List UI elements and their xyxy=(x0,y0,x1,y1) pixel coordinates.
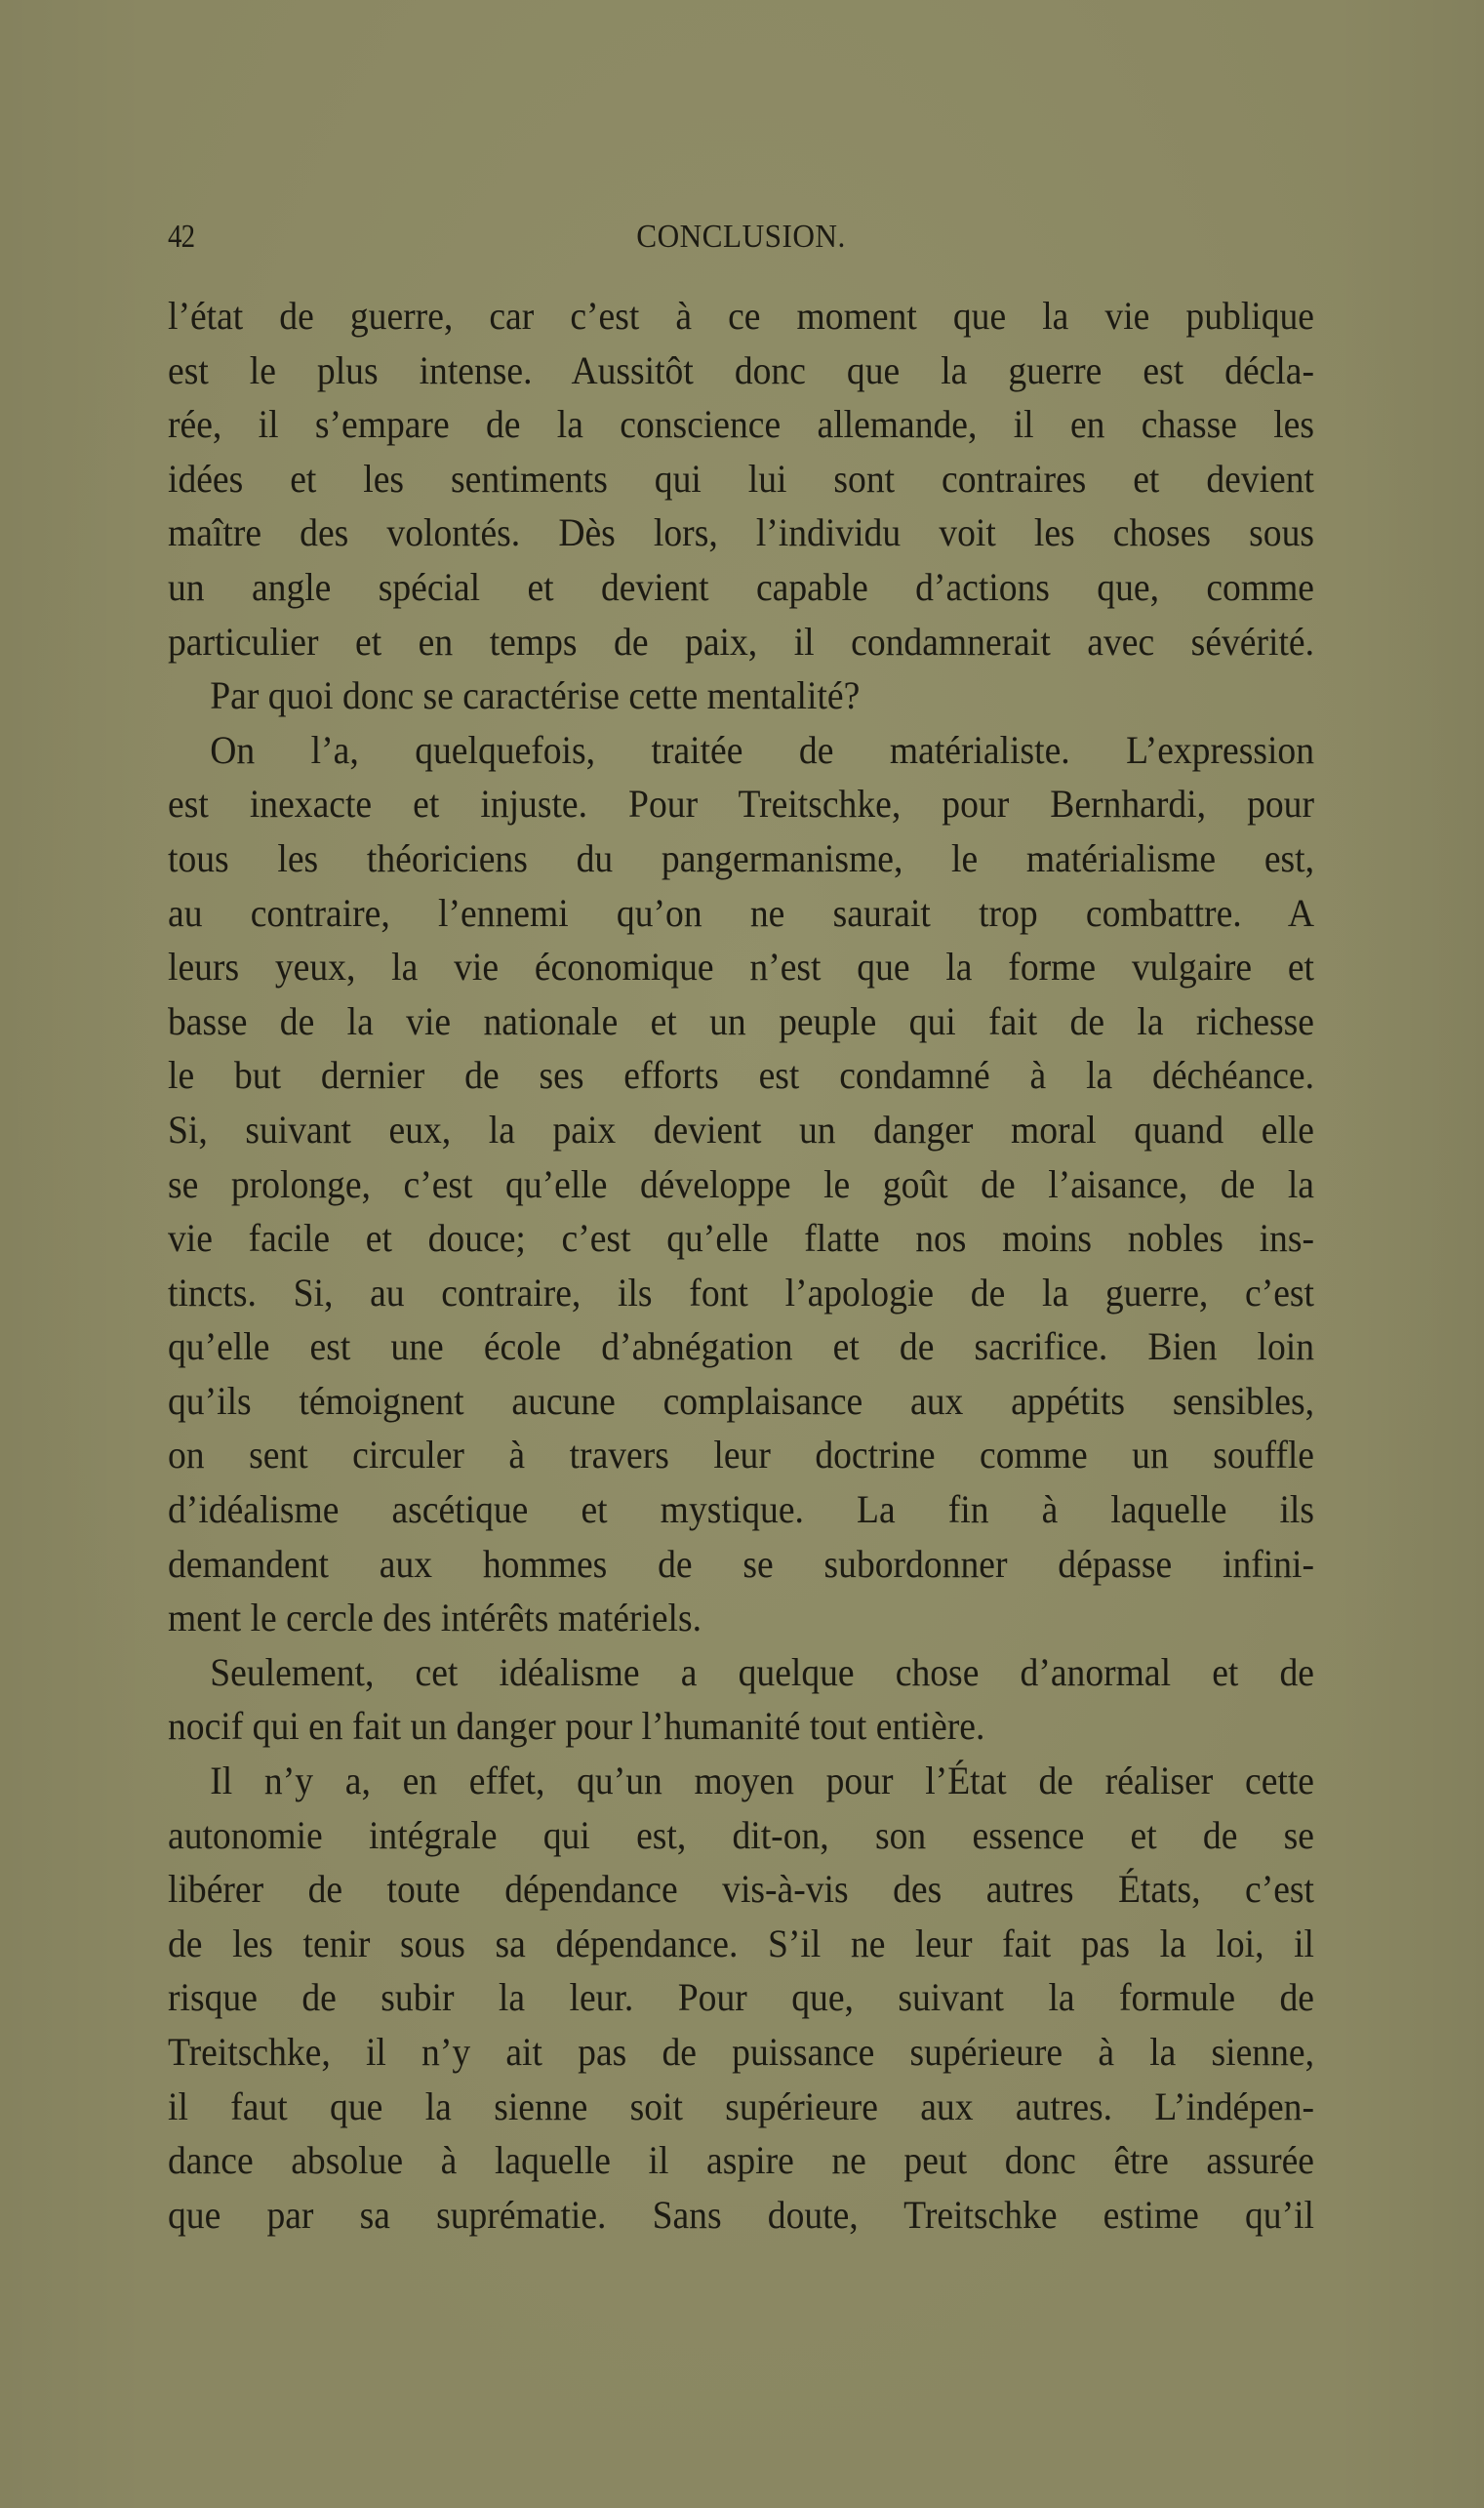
text-line: est le plus intense. Aussitôt donc que la guerre est décla- xyxy=(168,347,1314,392)
text-line: Si, suivant eux, la paix devient un danger moral quand elle xyxy=(168,1107,1314,1152)
running-head xyxy=(168,219,1314,258)
text-line: libérer de toute dépendance vis-à-vis des autres États, c’est xyxy=(168,1867,1314,1912)
text-line: il faut que la sienne soit supérieure aux autres. L’indépen- xyxy=(168,2083,1314,2128)
text-line: un angle spécial et devient capable d’actions que, comme xyxy=(168,564,1314,609)
paragraph-first-line: Par quoi donc se caractérise cette mentalité? xyxy=(210,673,861,718)
text-line: est inexacte et injuste. Pour Treitschke, pour Bernhardi, pour xyxy=(168,782,1314,827)
text-line: qu’elle est une école d’abnégation et de sacrifice. Bien loin xyxy=(168,1324,1314,1369)
body-text xyxy=(168,289,1314,2242)
text-line: idées et les sentiments qui lui sont contraires et devient xyxy=(168,456,1314,501)
text-line: particulier et en temps de paix, il condamnerait avec sévérité. xyxy=(168,619,1314,664)
chapter-title: CONCLUSION. xyxy=(636,219,846,255)
text-line: basse de la vie nationale et un peuple qui fait de la richesse xyxy=(168,998,1314,1043)
text-line: ment le cercle des intérêts matériels. xyxy=(168,1596,702,1640)
text-line: vie facile et douce; c’est qu’elle flatte nos moins nobles ins- xyxy=(168,1216,1314,1261)
text-line: qu’ils témoignent aucune complaisance aux appétits sensibles, xyxy=(168,1378,1314,1423)
paragraph-first-line: On l’a, quelquefois, traitée de matérialiste. L’expression xyxy=(210,727,1315,772)
text-line: que par sa suprématie. Sans doute, Treitschke estime qu’il xyxy=(168,2192,1314,2237)
text-line: on sent circuler à travers leur doctrine comme un souffle xyxy=(168,1433,1314,1477)
text-line: leurs yeux, la vie économique n’est que la forme vulgaire et xyxy=(168,945,1314,990)
text-line: d’idéalisme ascétique et mystique. La fin à laquelle ils xyxy=(168,1487,1314,1532)
text-line: maître des volontés. Dès lors, l’individu voit les choses sous xyxy=(168,510,1314,555)
text-line: de les tenir sous sa dépendance. S’il ne leur fait pas la loi, il xyxy=(168,1921,1314,1965)
text-line: risque de subir la leur. Pour que, suivant la formule de xyxy=(168,1975,1314,2020)
text-line: au contraire, l’ennemi qu’on ne saurait trop combattre. A xyxy=(168,890,1314,935)
text-line: l’état de guerre, car c’est à ce moment que la vie publique xyxy=(168,294,1314,338)
text-line: tincts. Si, au contraire, ils font l’apologie de la guerre, c’est xyxy=(168,1270,1314,1315)
text-line: tous les théoriciens du pangermanisme, le matérialisme est, xyxy=(168,835,1314,880)
paragraph-first-line: Seulement, cet idéalisme a quelque chose d’anormal et de xyxy=(210,1649,1315,1694)
text-line: dance absolue à laquelle il aspire ne peut donc être assurée xyxy=(168,2138,1314,2183)
text-line: nocif qui en fait un danger pour l’humanité tout entière. xyxy=(168,1704,985,1749)
text-line: rée, il s’empare de la conscience allemande, il en chasse les xyxy=(168,402,1314,447)
text-line: le but dernier de ses efforts est condamné à la déchéance. xyxy=(168,1053,1314,1098)
text-line: autonomie intégrale qui est, dit-on, son essence et de se xyxy=(168,1812,1314,1857)
text-line: se prolonge, c’est qu’elle développe le goût de l’aisance, de la xyxy=(168,1161,1314,1206)
text-line: demandent aux hommes de se subordonner dépasse infini- xyxy=(168,1541,1314,1586)
page-number: 42 xyxy=(168,219,195,255)
text-line: Treitschke, il n’y ait pas de puissance supérieure à la sienne, xyxy=(168,2030,1314,2074)
paragraph-first-line: Il n’y a, en effet, qu’un moyen pour l’État de réaliser cette xyxy=(210,1759,1315,1803)
